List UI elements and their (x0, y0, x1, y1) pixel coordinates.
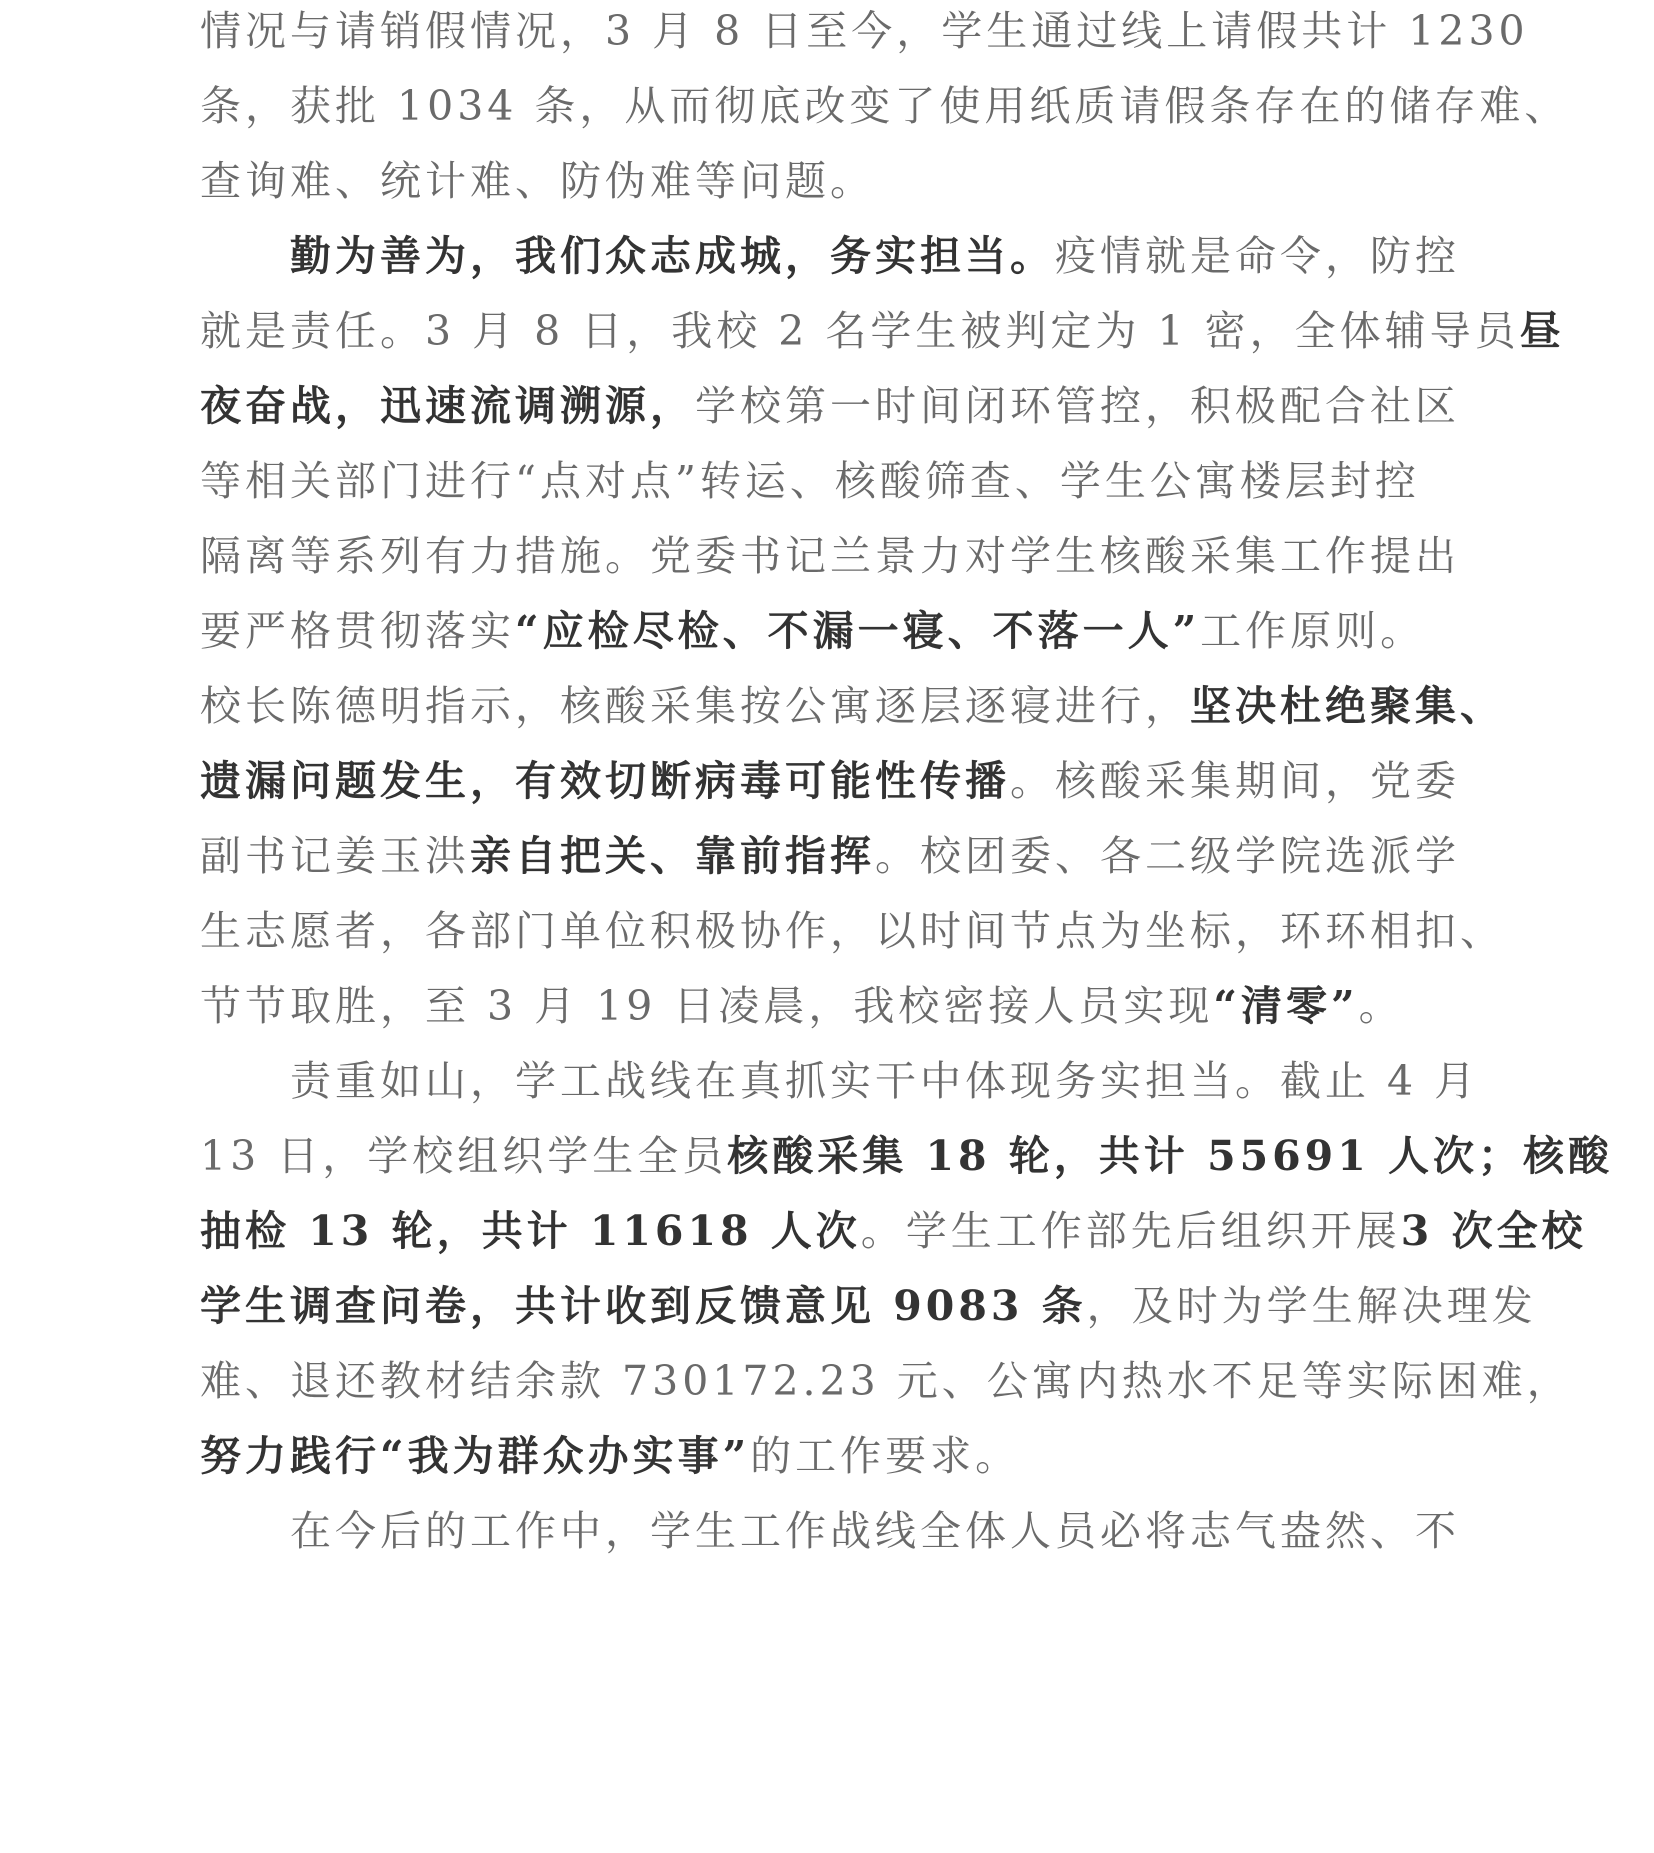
text-line (200, 976, 1404, 1036)
text-run: 疫情就是命令，防控 (1055, 232, 1460, 280)
text-run: 要严格贯彻落实 (200, 607, 515, 655)
text-line (200, 76, 1569, 136)
bold-text: 夜奋战，迅速流调溯源， (200, 382, 695, 430)
text-run: 隔离等系列有力措施。党委书记兰景力对学生核酸采集工作提出 (200, 532, 1460, 580)
text-run: 节节取胜，至 3 月 19 日凌晨，我校密接人员实现 (200, 982, 1214, 1030)
text-line (200, 376, 1460, 436)
bold-text: 遗漏问题发生，有效切断病毒可能性传播 (200, 757, 1010, 805)
bold-text: 3 次全校 (1400, 1207, 1587, 1255)
bold-text: 核酸采集 18 轮，共计 55691 人次；核酸 (727, 1132, 1613, 1180)
text-run: 副书记姜玉洪 (200, 832, 470, 880)
bold-text: 坚决杜绝聚集、 (1190, 682, 1505, 730)
text-run: ，及时为学生解决理发 (1086, 1282, 1537, 1330)
text-line (200, 451, 1420, 511)
bold-text: 亲自把关、靠前指挥 (470, 832, 875, 880)
text-run: 13 日，学校组织学生全员 (200, 1132, 728, 1180)
text-line (200, 826, 1460, 886)
text-run: 。校团委、各二级学院选派学 (875, 832, 1460, 880)
bold-text: 勤为善为，我们众志成城，务实担当。 (290, 232, 1055, 280)
text-line (200, 1, 1529, 61)
text-line (200, 601, 1425, 661)
text-run: 难、退还教材结余款 730172.23 元、公寓内热水不足等实际困难， (200, 1357, 1572, 1405)
text-line (200, 751, 1460, 811)
bold-text: 学生调查问卷，共计收到反馈意见 9083 条 (200, 1282, 1087, 1330)
text-line (290, 1501, 1460, 1561)
text-run: 学校第一时间闭环管控，积极配合社区 (695, 382, 1460, 430)
bold-text: 抽检 13 轮，共计 11618 人次 (200, 1207, 861, 1255)
text-run: 。 (1358, 982, 1404, 1030)
text-run: 校长陈德明指示，核酸采集按公寓逐层逐寝进行， (200, 682, 1190, 730)
bold-text: 昼 (1519, 307, 1565, 355)
text-line (290, 1051, 1479, 1111)
bold-text: “清零” (1213, 982, 1359, 1030)
text-line (200, 526, 1460, 586)
text-line (200, 676, 1505, 736)
text-line (200, 1426, 1020, 1486)
text-line (200, 1201, 1587, 1261)
bold-text: 努力践行“我为群众办实事” (200, 1432, 751, 1480)
text-run: 在今后的工作中，学生工作战线全体人员必将志气盎然、不 (290, 1507, 1460, 1555)
text-line (290, 226, 1460, 286)
bold-text: “应检尽检、不漏一寝、不落一人” (515, 607, 1201, 655)
text-run: 等相关部门进行“点对点”转运、核酸筛查、学生公寓楼层封控 (200, 457, 1420, 505)
text-line (200, 151, 875, 211)
text-run: 条，获批 1034 条，从而彻底改变了使用纸质请假条存在的储存难、 (200, 82, 1570, 130)
text-line (200, 1126, 1613, 1186)
text-run: 。学生工作部先后组织开展 (860, 1207, 1401, 1255)
text-line (200, 901, 1505, 961)
text-run: 工作原则。 (1200, 607, 1426, 655)
text-run: 情况与请销假情况，3 月 8 日至今，学生通过线上请假共计 1230 (200, 7, 1529, 55)
text-run: 就是责任。3 月 8 日，我校 2 名学生被判定为 1 密，全体辅导员 (200, 307, 1520, 355)
text-line (200, 1351, 1572, 1411)
text-run: 生志愿者，各部门单位积极协作，以时间节点为坐标，环环相扣、 (200, 907, 1505, 955)
text-run: 责重如山，学工战线在真抓实干中体现务实担当。截止 4 月 (290, 1057, 1480, 1105)
text-run: 。核酸采集期间，党委 (1010, 757, 1460, 805)
text-run: 的工作要求。 (750, 1432, 1021, 1480)
text-line (200, 1276, 1537, 1336)
text-line (200, 301, 1565, 361)
text-run: 查询难、统计难、防伪难等问题。 (200, 157, 875, 205)
